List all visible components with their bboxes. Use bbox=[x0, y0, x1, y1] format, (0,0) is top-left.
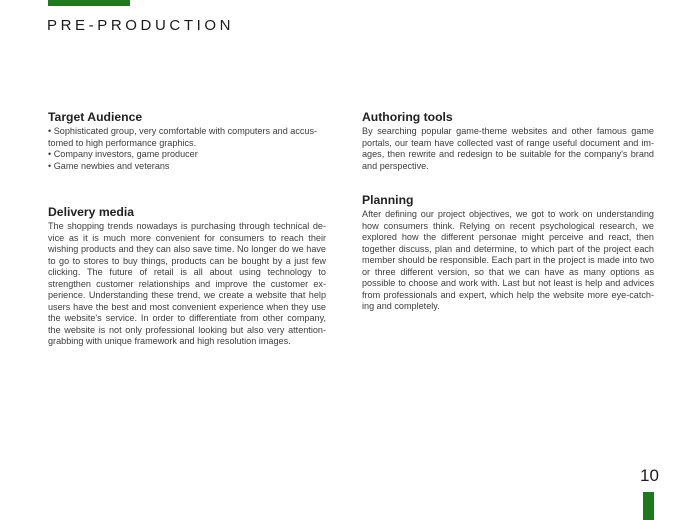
top-accent-bar bbox=[48, 0, 130, 6]
page-title: PRE-PRODUCTION bbox=[47, 17, 235, 34]
authoring-tools-body: By searching popular game-theme websites and other famous game portals, our team have collected vast of range useful document and images, then rewrite and redesign to be suitable for the company's brand and perspective. bbox=[362, 126, 654, 171]
authoring-tools-section bbox=[362, 110, 654, 172]
planning-heading: Planning bbox=[362, 193, 414, 207]
planning-section bbox=[362, 193, 654, 313]
target-audience-section bbox=[48, 110, 326, 172]
list-item: • Game newbies and veterans bbox=[48, 161, 326, 173]
list-item: • Company investors, game producer bbox=[48, 149, 326, 161]
list-item: • Sophisticated group, very comfortable with computers and accustomed to high performance graphics. bbox=[48, 126, 326, 149]
bottom-accent-bar bbox=[643, 492, 654, 520]
authoring-tools-heading: Authoring tools bbox=[362, 110, 453, 124]
delivery-media-section bbox=[48, 205, 326, 348]
target-audience-heading: Target Audience bbox=[48, 110, 143, 124]
target-audience-list bbox=[48, 126, 326, 172]
page-number: 10 bbox=[640, 466, 659, 485]
planning-body: After defining our project objectives, we got to work on understanding how consumers think. Relying on recent psychological research, we explored how the different personae might perceive and react, then together discuss, plan and determine, to which part of the project each member should be responsible. Each part in the project is made into two or three different version, so that we can have as many options as possible to choose and work with. Last but not least is help and advices from professionals and expert, which help the website more eye-catching and completely. bbox=[362, 209, 654, 311]
delivery-media-body: The shopping trends nowadays is purchasing through technical device as it is much more convenient for consumers to reach their wishing products and they can also save time. No longer do we have to go to stores to buy things, products can be bought by a just few clicking. The future of retail is all about using technology to strengthen customer relationships and improve the customer experience. Understanding these trend, we create a website that help users have the best and most convenient experience when they use the website's service. In order to differentiate from other company, the website is not only professional looking but also very attention-grabbing with unique framework and high resolution images. bbox=[48, 221, 326, 346]
delivery-media-heading: Delivery media bbox=[48, 205, 135, 219]
